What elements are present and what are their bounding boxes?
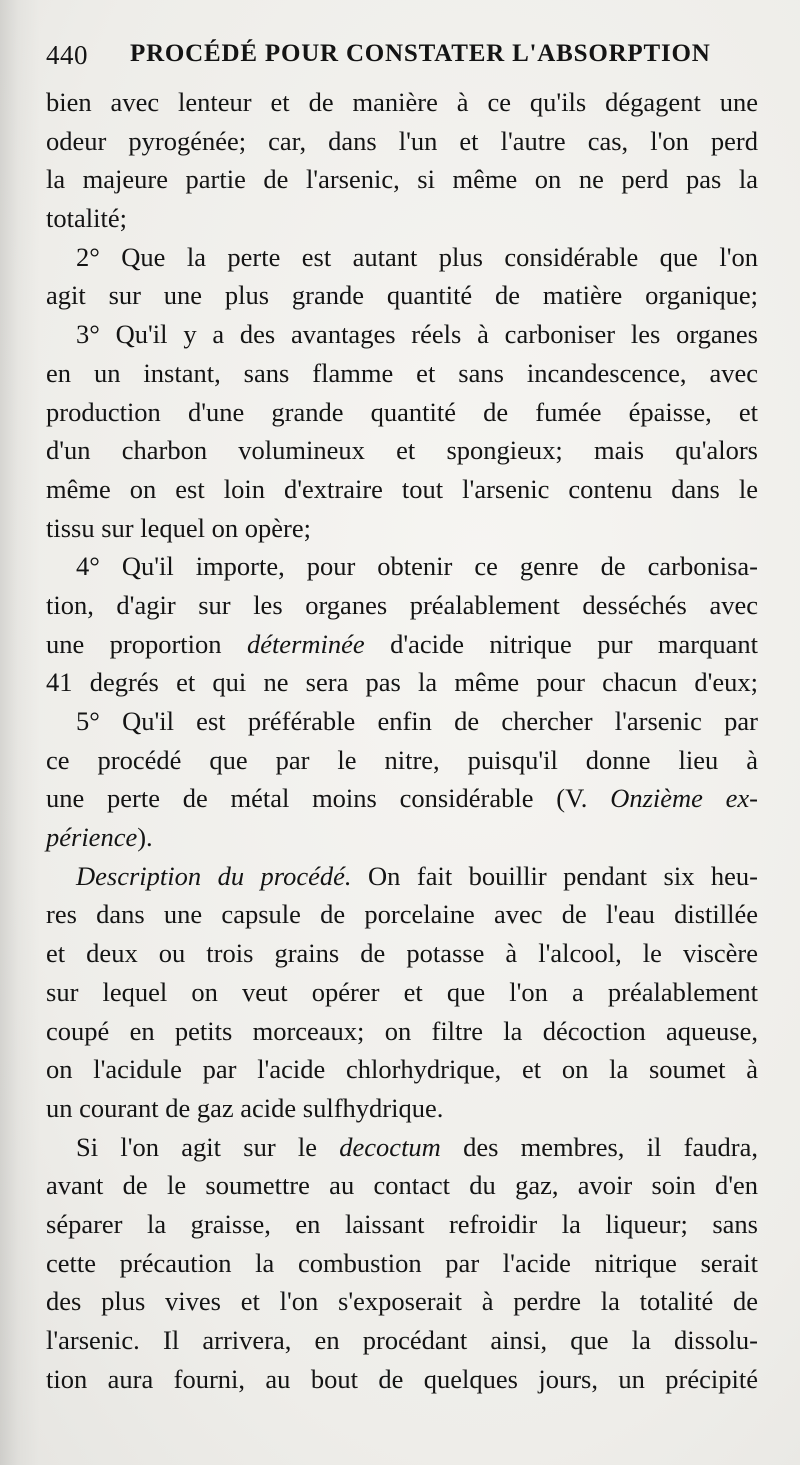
page-number: 440 [46, 40, 88, 70]
text-line: agit sur une plus grande quantité de matière organique; [46, 280, 758, 311]
page-header [46, 40, 766, 80]
text-segment: une proportion [46, 628, 247, 659]
text-line: res dans une capsule de porcelaine avec de l'eau distillée [46, 899, 758, 930]
text-line: des plus vives et l'on s'exposerait à perdre la totalité de [46, 1286, 758, 1317]
text-line: 5° Qu'il est préférable enfin de chercher l'arsenic par [76, 706, 758, 736]
text-line: sur lequel on veut opérer et que l'on a préalablement [46, 976, 758, 1007]
text-line: un courant de gaz acide sulfhydrique. [46, 1092, 444, 1123]
text-line: et deux ou trois grains de potasse à l'alcool, le viscère [46, 938, 758, 969]
text-line: séparer la graisse, en laissant refroidir la liqueur; sans [46, 1208, 758, 1239]
text-line: en un instant, sans flamme et sans incandescence, avec [46, 357, 758, 388]
text-line: tion aura fourni, au bout de quelques jours, un précipité [46, 1363, 758, 1394]
text-line: tion, d'agir sur les organes préalablement desséchés avec [46, 589, 758, 620]
text-line: 41 degrés et qui ne sera pas la même pour chacun d'eux; [46, 667, 758, 698]
text-line: totalité; [46, 203, 127, 234]
text-line [46, 625, 758, 664]
running-title: PROCÉDÉ POUR CONSTATER L'ABSORPTION [130, 40, 711, 67]
text-line: l'arsenic. Il arrivera, en procédant ainsi, que la dissolu- [46, 1325, 758, 1355]
italic-term: Onzième ex- [610, 783, 759, 814]
text-segment: Si l'on agit sur le [76, 1131, 340, 1162]
text-line: production d'une grande quantité de fumée épaisse, et [46, 396, 758, 427]
text-line: ce procédé que par le nitre, puisqu'il donne lieu à [46, 744, 758, 775]
text-segment: une perte de métal moins considérable (V. [46, 783, 611, 814]
text-line: 4° Qu'il importe, pour obtenir ce genre de carbonisa- [76, 551, 758, 582]
section-heading: Description du procédé. [76, 860, 352, 891]
text-line [46, 779, 758, 818]
text-line: 3° Qu'il y a des avantages réels à carboniser les organes [76, 319, 758, 350]
section-heading-line [46, 857, 758, 896]
text-segment: ). [137, 822, 153, 853]
text-line: avant de le soumettre au contact du gaz, avoir soin d'en [46, 1170, 758, 1201]
text-line: bien avec lenteur et de manière à ce qu'ils dégagent une [46, 87, 758, 117]
text-line: coupé en petits morceaux; on filtre la décoction aqueuse, [46, 1015, 758, 1046]
text-line: 2° Que la perte est autant plus considérable que l'on [76, 241, 758, 272]
text-line: même on est loin d'extraire tout l'arsenic contenu dans le [46, 473, 758, 504]
italic-term: decoctum [339, 1131, 441, 1162]
italic-term: déterminée [246, 628, 365, 659]
text-segment: d'acide nitrique pur marquant [364, 628, 759, 659]
text-segment: des membres, il faudra, [440, 1131, 758, 1162]
text-line [46, 1128, 758, 1167]
text-segment: On fait bouillir pendant six heu- [351, 860, 758, 891]
text-line: tissu sur lequel on opère; [46, 512, 311, 543]
text-line: cette précaution la combustion par l'acide nitrique serait [46, 1247, 758, 1278]
text-line [46, 818, 758, 857]
body-text [46, 83, 758, 1398]
text-line: on l'acidule par l'acide chlorhydrique, et on la soumet à [46, 1054, 758, 1085]
text-line: odeur pyrogénée; car, dans l'un et l'autre cas, l'on perd [46, 125, 758, 156]
text-line: d'un charbon volumineux et spongieux; mais qu'alors [46, 435, 758, 466]
italic-term: périence [46, 822, 138, 853]
text-line: la majeure partie de l'arsenic, si même on ne perd pas la [46, 164, 758, 195]
